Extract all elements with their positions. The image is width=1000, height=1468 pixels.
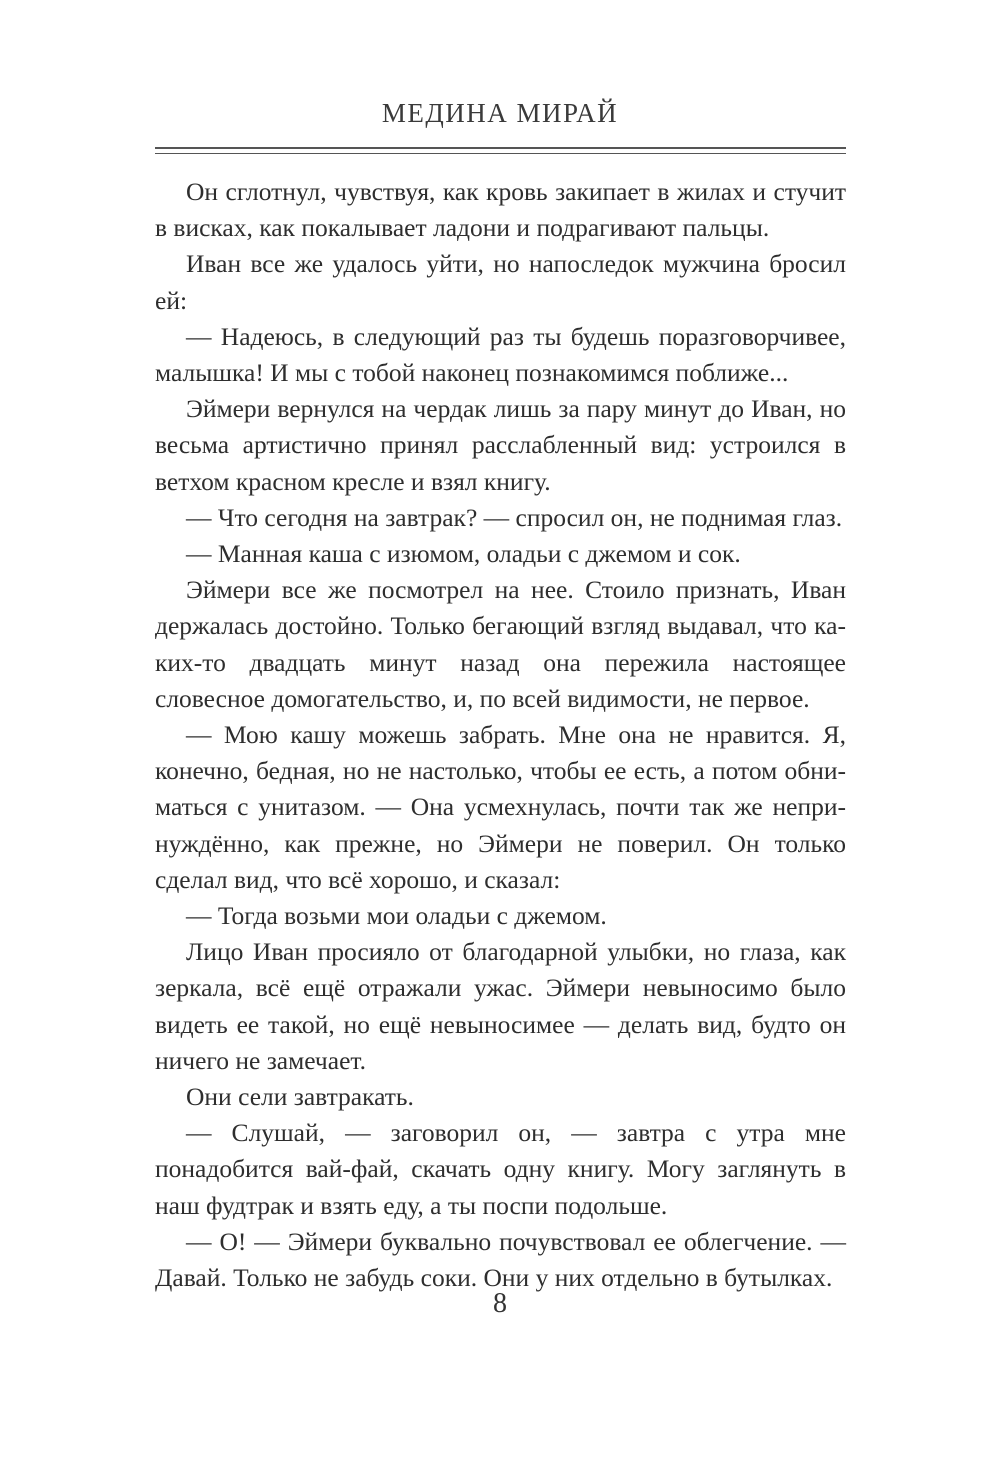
running-title: МЕДИНА МИРАЙ [381, 98, 619, 128]
paragraph: Они сели завтракать. [186, 1082, 414, 1112]
paragraph: Лицо Иван просияло от благодарной улыбки, но глаза, как зеркала, всё ещё отражали ужас. Эймери невыносимо было видеть ее такой, но ещё невыносимее — делать вид, будто он ничего не замечает. [155, 937, 846, 1075]
paragraph: — Что сегодня на завтрак? — спросил он, не поднимая глаз. [186, 502, 843, 532]
paragraph: Он сглотнул, чувствуя, как кровь закипает в жилах и стучит в висках, как покалывает ладони и подрагивают пальцы. [155, 177, 846, 243]
paragraph: Эймери все же посмотрел на нее. Стоило признать, Иван держалась достойно. Только бегающий взгляд выдавал, что каких-то двадцать минут назад она пережила настоящее словесное домогательство, и, по всей видимости, не первое. [155, 575, 846, 713]
paragraph: — Слушай, — заговорил он, — завтра с утра мне понадобится вай-фай, скачать одну книгу. Могу заглянуть в наш фудтрак и взять еду, а ты поспи подольше. [155, 1118, 846, 1220]
paragraph: Эймери вернулся на чердак лишь за пару минут до Иван, но весьма артистично принял расслабленный вид: устроился в ветхом красном кресле и взял книгу. [155, 394, 846, 496]
page-number: 8 [493, 1288, 507, 1319]
paragraph: Иван все же удалось уйти, но напоследок мужчина бросил ей: [155, 249, 846, 315]
paragraph: — Манная каша с изюмом, оладьи с джемом и сок. [186, 539, 741, 569]
paragraph: — Надеюсь, в следующий раз ты будешь поразговорчивее, малышка! И мы с тобой наконец познакомимся поближе... [155, 321, 846, 388]
header-rule-thick [155, 147, 846, 149]
paragraph: — Мою кашу можешь забрать. Мне она не нравится. Я, конечно, бедная, но не настолько, чтобы ее есть, а потом обниматься с унитазом. — Она усмехнулась, почти так же непринуждённо, как прежне, но Эймери не поверил. Он только сделал вид, что всё хорошо, и сказал: [155, 720, 846, 894]
paragraph: — Тогда возьми мои оладьи с джемом. [186, 901, 607, 931]
paragraph: — О! — Эймери буквально почувствовал ее облегчение. — Давай. Только не забудь соки. Они у них отдельно в бутылках. [155, 1226, 846, 1293]
body-text [155, 174, 846, 1296]
header-rule-thin [155, 153, 846, 154]
